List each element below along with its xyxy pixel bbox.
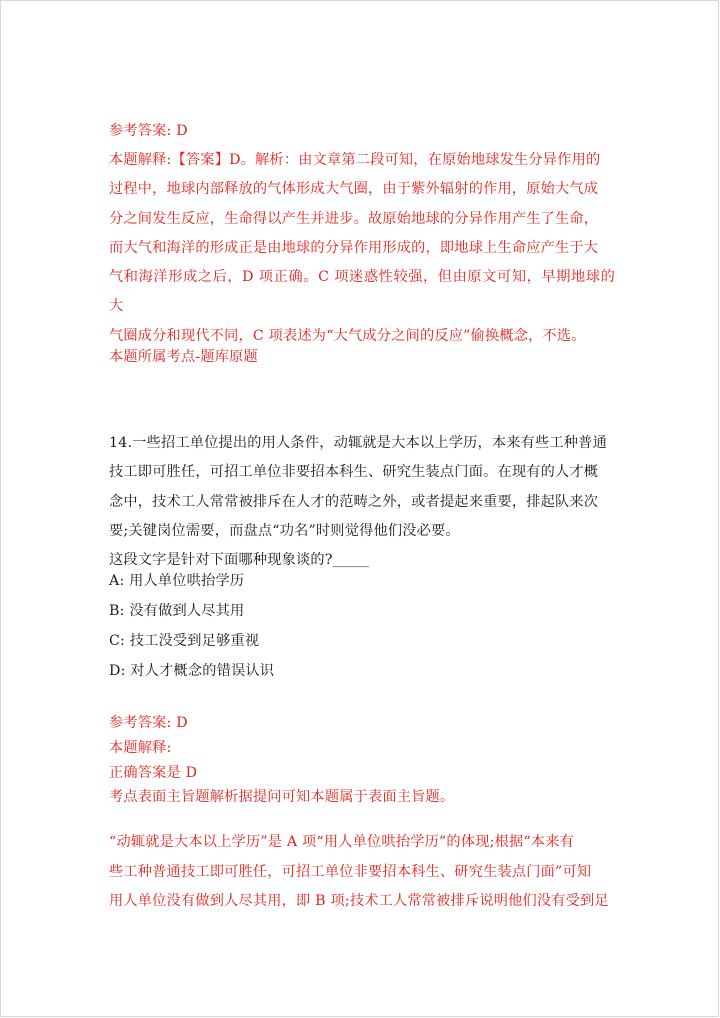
- question-prompt: 这段文字是针对下面哪种现象谈的?_____: [109, 552, 370, 569]
- option-a: A: 用人单位哄抬学历: [109, 573, 245, 589]
- analysis-line: “动辄就是大本以上学历”是 A 项“用人单位哄抬学历”的体现;根据“本来有: [109, 834, 574, 850]
- option-b: B: 没有做到人尽其用: [109, 603, 245, 619]
- analysis-line: 用人单位没有做到人尽其用，即 B 项;技术工人常常被排斥说明他们没有受到足: [109, 893, 609, 909]
- answer-line-q13: [109, 119, 615, 143]
- analysis-heading: 本题解释:: [109, 739, 172, 756]
- answer-text: 参考答案: D: [109, 123, 188, 139]
- source-text: 本题所属考点-题库原题: [109, 349, 258, 365]
- analysis-line: 些工种普通技工即可胜任，可招工单位非要招本科生、研究生装点门面”可知: [109, 863, 592, 880]
- answer-text: 参考答案: D: [109, 715, 188, 731]
- source-note: [109, 345, 615, 369]
- analysis-line: 气和海洋形成之后，D 项正确。C 项迷惑性较强，但由原文可知，早期地球的大: [109, 269, 615, 315]
- answer-q14: [109, 711, 615, 810]
- analysis-line: 考点表面主旨题解析据提问可知本题属于表面主旨题。: [109, 789, 455, 806]
- option-c: C: 技工没受到足够重视: [109, 633, 260, 649]
- analysis-q13: [109, 146, 615, 351]
- question-line: 要;关键岗位需要，而盘点“功名”时则觉得他们没必要。: [109, 522, 460, 539]
- analysis-line: 气圈成分和现代不同，C 项表述为“大气成分之间的反应”偷换概念，不选。: [109, 327, 586, 344]
- analysis-line: 而大气和海洋的形成正是由地球的分异作用形成的，即地球上生命应产生于大: [109, 239, 599, 256]
- question-14: [109, 429, 615, 575]
- question-line: 14.一些招工单位提出的用人条件，动辄就是大本以上学历，本来有些工种普通: [109, 435, 607, 451]
- question-line: 技工即可胜任，可招工单位非要招本科生、研究生装点门面。在现有的人才概: [109, 464, 599, 481]
- question-line: 念中，技术工人常常被排斥在人才的范畴之外，或者提起来重要，排起队来次: [109, 493, 599, 510]
- analysis-q14: [109, 828, 615, 917]
- analysis-line: 过程中，地球内部释放的气体形成大气圈，由于紫外辐射的作用，原始大气成: [109, 181, 599, 198]
- analysis-line: 分之间发生反应，生命得以产生并进步。故原始地球的分异作用产生了生命，: [109, 210, 599, 227]
- correct-answer: 正确答案是 D: [109, 764, 198, 781]
- analysis-line: 本题解释:【答案】D。解析：由文章第二段可知，在原始地球发生分异作用的: [109, 152, 601, 168]
- option-d: D: 对人才概念的错误认识: [109, 663, 275, 679]
- options-list: [109, 566, 615, 686]
